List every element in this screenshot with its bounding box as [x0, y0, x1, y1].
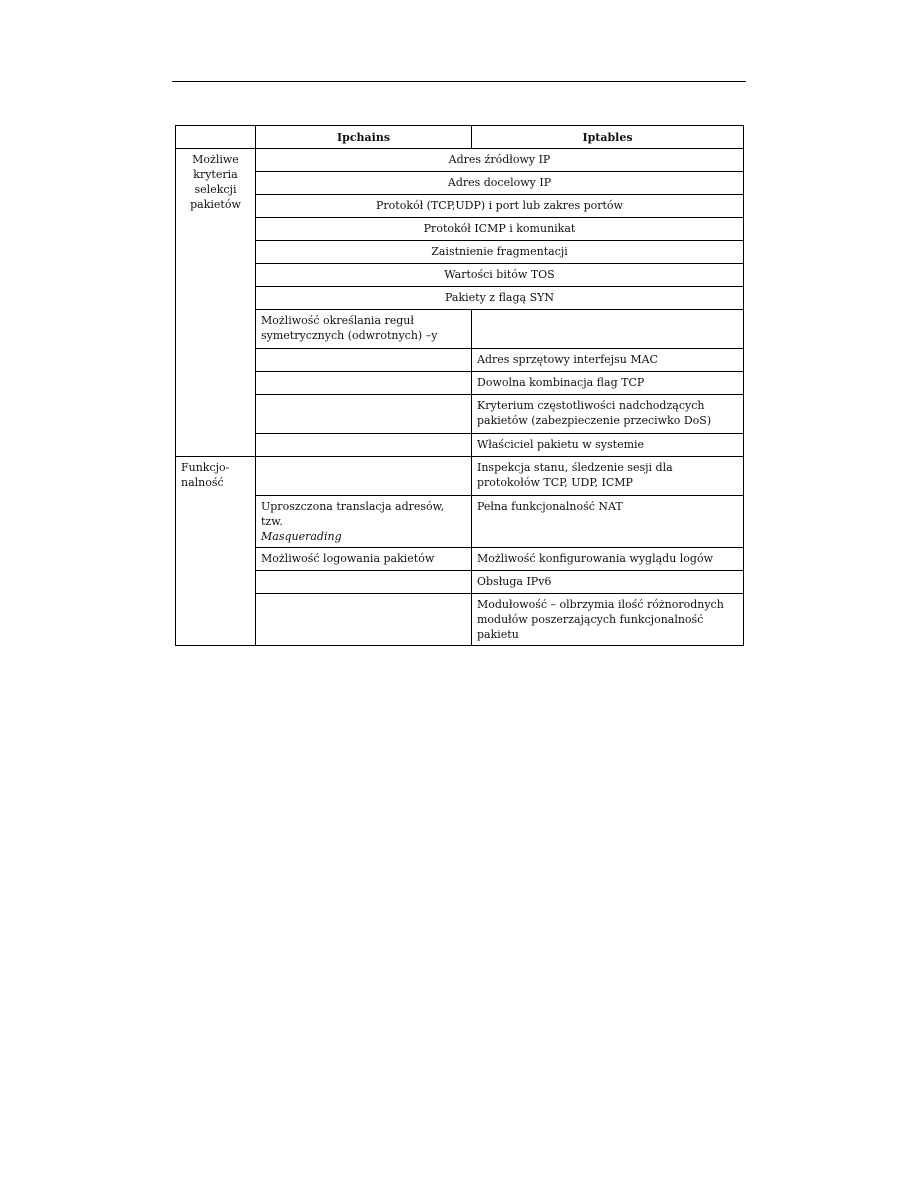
table-row — [176, 310, 744, 349]
ipchains-text: Uproszczona translacja adresów, tzw. — [261, 500, 445, 528]
ipchains-cell — [256, 496, 472, 548]
shared-cell: Adres źródłowy IP — [256, 149, 744, 172]
table-row — [176, 195, 744, 218]
table-header-row — [176, 126, 744, 149]
shared-cell: Pakiety z flagą SYN — [256, 287, 744, 310]
table-row — [176, 287, 744, 310]
ipchains-cell — [256, 457, 472, 496]
group-label-selection: Możliwe kryteria selekcji pakietów — [176, 149, 256, 457]
shared-cell: Zaistnienie fragmentacji — [256, 241, 744, 264]
header-rule — [172, 81, 746, 82]
ipchains-cell: Możliwość określania reguł symetrycznych (odwrotnych) –y — [256, 310, 472, 349]
ipchains-cell — [256, 349, 472, 372]
iptables-cell: Właściciel pakietu w systemie — [472, 434, 744, 457]
shared-cell: Adres docelowy IP — [256, 172, 744, 195]
shared-cell: Protokół (TCP,UDP) i port lub zakres portów — [256, 195, 744, 218]
table-row — [176, 372, 744, 395]
table-row — [176, 264, 744, 287]
table-row — [176, 496, 744, 548]
iptables-cell: Inspekcja stanu, śledzenie sesji dla protokołów TCP, UDP, ICMP — [472, 457, 744, 496]
iptables-cell — [472, 310, 744, 349]
comparison-table — [175, 125, 744, 646]
table-row — [176, 457, 744, 496]
iptables-cell: Pełna funkcjonalność NAT — [472, 496, 744, 548]
ipchains-cell — [256, 372, 472, 395]
table-row — [176, 218, 744, 241]
header-ipchains: Ipchains — [256, 126, 472, 149]
table-row — [176, 349, 744, 372]
shared-cell: Wartości bitów TOS — [256, 264, 744, 287]
iptables-cell: Modułowość – olbrzymia ilość różnorodnych modułów poszerzających funkcjonalność pakietu — [472, 594, 744, 646]
iptables-cell: Możliwość konfigurowania wyglądu logów — [472, 548, 744, 571]
header-empty-cell — [176, 126, 256, 149]
iptables-cell: Obsługa IPv6 — [472, 571, 744, 594]
ipchains-cell — [256, 594, 472, 646]
table-row — [176, 594, 744, 646]
iptables-cell: Kryterium częstotliwości nadchodzących pakietów (zabezpieczenie przeciwko DoS) — [472, 395, 744, 434]
table-row — [176, 241, 744, 264]
table-row — [176, 172, 744, 195]
table-row — [176, 149, 744, 172]
table-row — [176, 548, 744, 571]
ipchains-italic-text: Masquerading — [261, 530, 342, 543]
header-iptables: Iptables — [472, 126, 744, 149]
iptables-cell: Adres sprzętowy interfejsu MAC — [472, 349, 744, 372]
table-row — [176, 395, 744, 434]
table-row — [176, 571, 744, 594]
ipchains-cell: Możliwość logowania pakietów — [256, 548, 472, 571]
table-row — [176, 434, 744, 457]
group-label-functionality: Funkcjo-nalność — [176, 457, 256, 646]
shared-cell: Protokół ICMP i komunikat — [256, 218, 744, 241]
ipchains-cell — [256, 571, 472, 594]
ipchains-cell — [256, 434, 472, 457]
iptables-cell: Dowolna kombinacja flag TCP — [472, 372, 744, 395]
ipchains-cell — [256, 395, 472, 434]
